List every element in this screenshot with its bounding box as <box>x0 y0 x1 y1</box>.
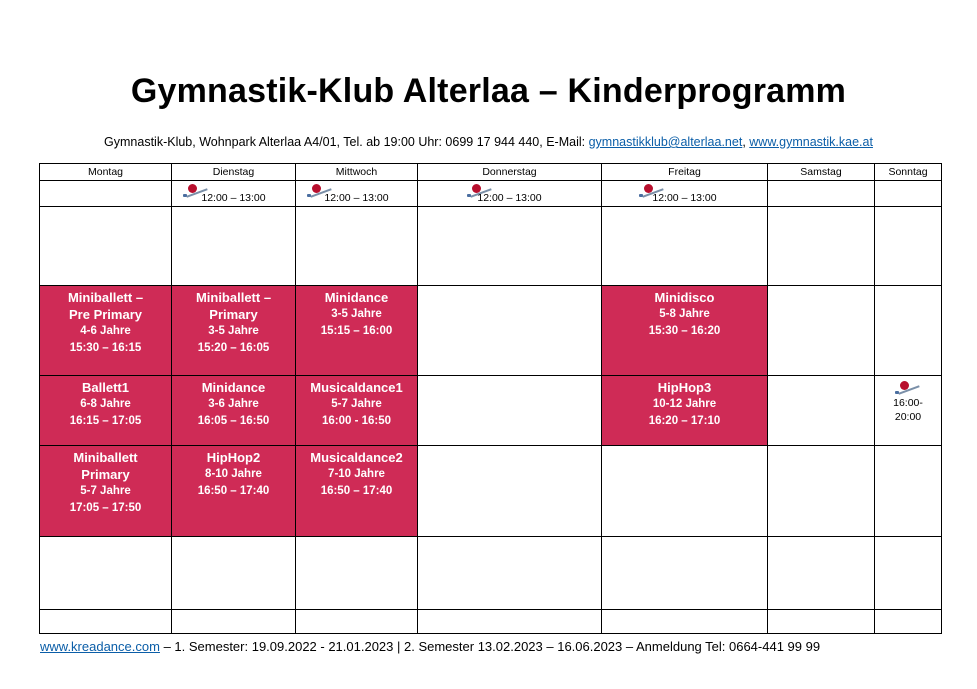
day-header-mittwoch: Mittwoch <box>296 164 418 181</box>
cell-freitag-gym <box>602 181 768 207</box>
cell-donnerstag-gym <box>418 181 602 207</box>
website-link[interactable]: www.gymnastik.kae.at <box>749 135 873 149</box>
cell-donnerstag-2 <box>418 376 602 446</box>
class-row-2 <box>40 376 942 446</box>
class-cell-dienstag-1: Miniballett – Primary 3-5 Jahre 15:20 – 16:05 <box>172 286 296 376</box>
empty-row <box>40 537 942 610</box>
class-cell-freitag-1: Minidisco 5-8 Jahre 15:30 – 16:20 <box>602 286 768 376</box>
gymnastics-stick-icon <box>894 380 922 396</box>
cell-sonntag-gym <box>875 181 942 207</box>
schedule-table <box>39 163 942 634</box>
day-header-freitag: Freitag <box>602 164 768 181</box>
gym-time-dienstag: 12:00 – 13:00 <box>201 192 266 204</box>
cell-dienstag-gym <box>172 181 296 207</box>
class-cell-montag-3: Miniballett Primary 5-7 Jahre 17:05 – 17:50 <box>40 446 172 537</box>
contact-prefix: Gymnastik-Klub, Wohnpark Alterlaa A4/01, Tel. ab 19:00 Uhr: 0699 17 944 440, E-Mail: <box>104 135 589 149</box>
cell-sonntag-2 <box>875 376 942 446</box>
cell-samstag-3 <box>768 446 875 537</box>
cell-montag-gym <box>40 181 172 207</box>
contact-separator: , <box>742 135 750 149</box>
cell-samstag-2 <box>768 376 875 446</box>
day-header-dienstag: Dienstag <box>172 164 296 181</box>
empty-row <box>40 207 942 286</box>
cell-sonntag-3 <box>875 446 942 537</box>
gym-time-freitag: 12:00 – 13:00 <box>652 192 717 204</box>
gym-time-donnerstag: 12:00 – 13:00 <box>477 192 542 204</box>
cell-samstag-gym <box>768 181 875 207</box>
class-cell-montag-2: Ballett1 6-8 Jahre 16:15 – 17:05 <box>40 376 172 446</box>
cell-mittwoch-gym <box>296 181 418 207</box>
class-cell-dienstag-2: Minidance 3-6 Jahre 16:05 – 16:50 <box>172 376 296 446</box>
kreadance-link[interactable]: www.kreadance.com <box>40 639 160 654</box>
email-link[interactable]: gymnastikklub@alterlaa.net <box>588 135 743 149</box>
day-header-samstag: Samstag <box>768 164 875 181</box>
day-header-sonntag: Sonntag <box>875 164 942 181</box>
cell-samstag-1 <box>768 286 875 376</box>
gym-time-mittwoch: 12:00 – 13:00 <box>324 192 389 204</box>
class-cell-montag-1: Miniballett – Pre Primary 4-6 Jahre 15:30 – 16:15 <box>40 286 172 376</box>
class-cell-mittwoch-1: Minidance 3-5 Jahre 15:15 – 16:00 <box>296 286 418 376</box>
sunday-time-end: 20:00 <box>894 411 922 423</box>
day-header-donnerstag: Donnerstag <box>418 164 602 181</box>
contact-line <box>0 135 977 149</box>
class-cell-mittwoch-3: Musicaldance2 7-10 Jahre 16:50 – 17:40 <box>296 446 418 537</box>
class-cell-mittwoch-2: Musicaldance1 5-7 Jahre 16:00 - 16:50 <box>296 376 418 446</box>
page-title: Gymnastik-Klub Alterlaa – Kinderprogramm <box>130 72 847 110</box>
sunday-time-start: 16:00- <box>893 397 923 409</box>
footer <box>40 639 820 654</box>
class-row-1 <box>40 286 942 376</box>
day-header-montag: Montag <box>40 164 172 181</box>
class-cell-freitag-2: HipHop3 10-12 Jahre 16:20 – 17:10 <box>602 376 768 446</box>
empty-row <box>40 610 942 634</box>
class-row-3 <box>40 446 942 537</box>
cell-sonntag-1 <box>875 286 942 376</box>
cell-donnerstag-1 <box>418 286 602 376</box>
gym-times-row <box>40 181 942 207</box>
cell-donnerstag-3 <box>418 446 602 537</box>
header-row <box>40 164 942 181</box>
cell-freitag-3 <box>602 446 768 537</box>
footer-text: – 1. Semester: 19.09.2022 - 21.01.2023 | 2. Semester 13.02.2023 – 16.06.2023 – Anmeldung Tel: 0664-441 99 99 <box>159 639 821 654</box>
class-cell-dienstag-3: HipHop2 8-10 Jahre 16:50 – 17:40 <box>172 446 296 537</box>
